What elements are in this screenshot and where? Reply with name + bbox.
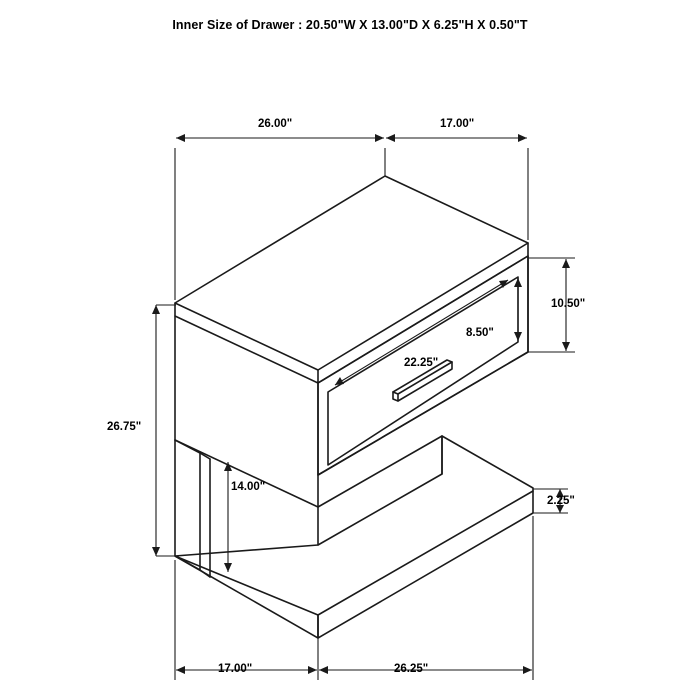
dimension-arrowheads — [152, 134, 570, 674]
left-leg — [175, 440, 200, 570]
case-bottom-right — [318, 436, 442, 507]
dimension-label-drawer-front-width: 22.25" — [404, 357, 439, 369]
dimension-label-right-upper: 10.50" — [551, 298, 586, 310]
dimension-label-top-left: 26.00" — [258, 118, 293, 130]
dimension-label-drawer-front-height: 8.50" — [466, 327, 494, 339]
dimension-label-overall-height: 26.75" — [107, 421, 142, 433]
dimension-lines — [156, 138, 575, 680]
dimension-label-shelf-opening: 14.00" — [231, 481, 266, 493]
page-title: Inner Size of Drawer : 20.50"W X 13.00"D X 6.25"H X 0.50"T — [172, 18, 528, 32]
dimension-label-bottom-left: 17.00" — [218, 663, 253, 675]
top-edge-front — [175, 303, 318, 383]
dimension-label-base-thickness: 2.25" — [547, 495, 575, 507]
left-bottom-edge — [175, 440, 318, 507]
drawer-front-inset — [328, 277, 518, 465]
dimension-label-top-right: 17.00" — [440, 118, 475, 130]
dimension-label-bottom-right: 26.25" — [394, 663, 429, 675]
base-top-fold — [175, 491, 533, 615]
